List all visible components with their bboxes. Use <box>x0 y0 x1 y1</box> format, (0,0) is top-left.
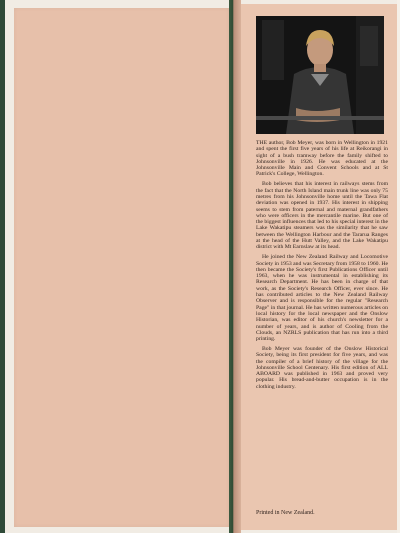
bio-paragraph: Bob Meyer was founder of the Onslow Historical Society, being its first president for five years, and was the compiler of a brief history of the village for the Johnsonville School Centenary. His first edition of ALL ABOARD was published in 1963 and proved very popular. His bread-and-butter occupation is in the clothing industry. <box>256 345 388 390</box>
book-spine <box>229 0 241 533</box>
left-page <box>14 8 229 527</box>
bio-paragraph: Bob believes that his interest in railways stems from the fact that the North Island main trunk line was only 75 metres from his Johnsonville home until the Tawa Flat deviation was opened in 1937. His interest in shipping seems to stem from paternal and maternal grandfathers who were officers in the mercantile marine. But one of the biggest influences that led to his special interest in the Lake Wakatipu steamers was the similarity that he saw between the Wellington Harbour and the Tararua Ranges at the head of the Hutt Valley, and the Lake Wakatipu district with Mt Earnslaw at its head. <box>256 181 388 251</box>
bio-paragraph: He joined the New Zealand Railway and Locomotive Society in 1953 and was Secretary from 1958 to 1960. He then became the Society's first Publications Officer until 1963, when he was instrumental in establishing its Research Department. He has been in charge of that work, as the Society's Research Officer, ever since. He has contributed articles to the New Zealand Railway Observer and is responsible for the regular "Research Page" in that journal. He has written numerous articles on local history for the local newspaper and the Onslow Historian, was editor of his church's newsletter for a number of years, and is author of Cooling from the Clouds, an NZRLS publication that has run into a third printing. <box>256 254 388 343</box>
bio-paragraph: THE author, Bob Meyer, was born in Wellington in 1921 and spent the first five years of his life at Reikorangi in sight of a bush tramway before the family shifted to Johnsonville in 1926. He was educated at the Johnsonville Main and Convent Schools and at St Patrick's College, Wellington. <box>256 140 388 178</box>
author-biography <box>256 140 388 394</box>
author-photo <box>256 16 384 134</box>
cover-edge <box>0 0 5 533</box>
printed-in-note: Printed in New Zealand. <box>256 510 315 516</box>
right-page <box>241 4 397 530</box>
